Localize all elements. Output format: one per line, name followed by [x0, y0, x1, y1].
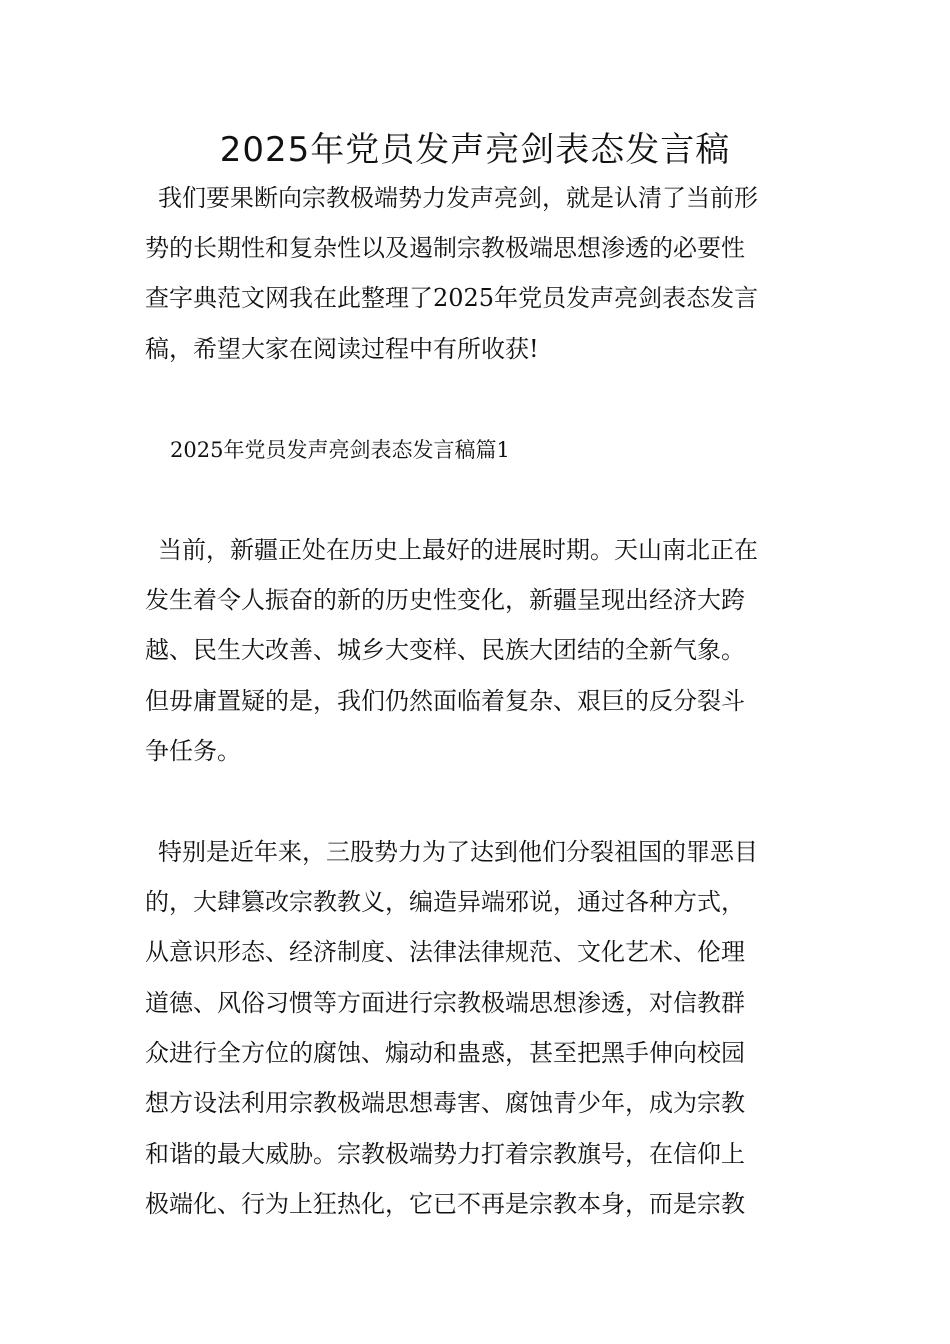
paragraph-line: 和谐的最大威胁。宗教极端势力打着宗教旗号，在信仰上 [145, 1140, 745, 1168]
intro-line: 稿，希望大家在阅读过程中有所收获! [145, 335, 539, 363]
paragraph-line: 从意识形态、经济制度、法律法律规范、文化艺术、伦理 [145, 938, 745, 966]
paragraph-line: 越、民生大改善、城乡大变样、民族大团结的全新气象。 [145, 636, 745, 664]
intro-line: 势的长期性和复杂性以及遏制宗教极端思想渗透的必要性 [145, 234, 745, 262]
intro-line: 我们要果断向宗教极端势力发声亮剑，就是认清了当前形 [158, 184, 758, 212]
paragraph-line: 发生着令人振奋的新的历史性变化，新疆呈现出经济大跨 [145, 586, 745, 614]
paragraph-line: 当前，新疆正处在历史上最好的进展时期。天山南北正在 [158, 536, 758, 564]
paragraph-line: 争任务。 [145, 737, 241, 765]
paragraph-line: 极端化、行为上狂热化，它已不再是宗教本身，而是宗教 [145, 1190, 745, 1218]
paragraph-line: 但毋庸置疑的是，我们仍然面临着复杂、艰巨的反分裂斗 [145, 687, 745, 715]
section-heading: 2025年党员发声亮剑表态发言稿篇1 [170, 438, 510, 462]
paragraph-line: 想方设法利用宗教极端思想毒害、腐蚀青少年，成为宗教 [145, 1089, 745, 1117]
paragraph-line: 众进行全方位的腐蚀、煽动和蛊惑，甚至把黑手伸向校园 [145, 1039, 745, 1067]
paragraph-line: 的，大肆篡改宗教教义，编造异端邪说，通过各种方式， [145, 888, 745, 916]
paragraph-line: 道德、风俗习惯等方面进行宗教极端思想渗透，对信教群 [145, 989, 745, 1017]
intro-line: 查字典范文网我在此整理了2025年党员发声亮剑表态发言 [145, 284, 759, 312]
paragraph-line: 特别是近年来，三股势力为了达到他们分裂祖国的罪恶目 [158, 838, 758, 866]
document-title: 2025年党员发声亮剑表态发言稿 [219, 130, 731, 170]
